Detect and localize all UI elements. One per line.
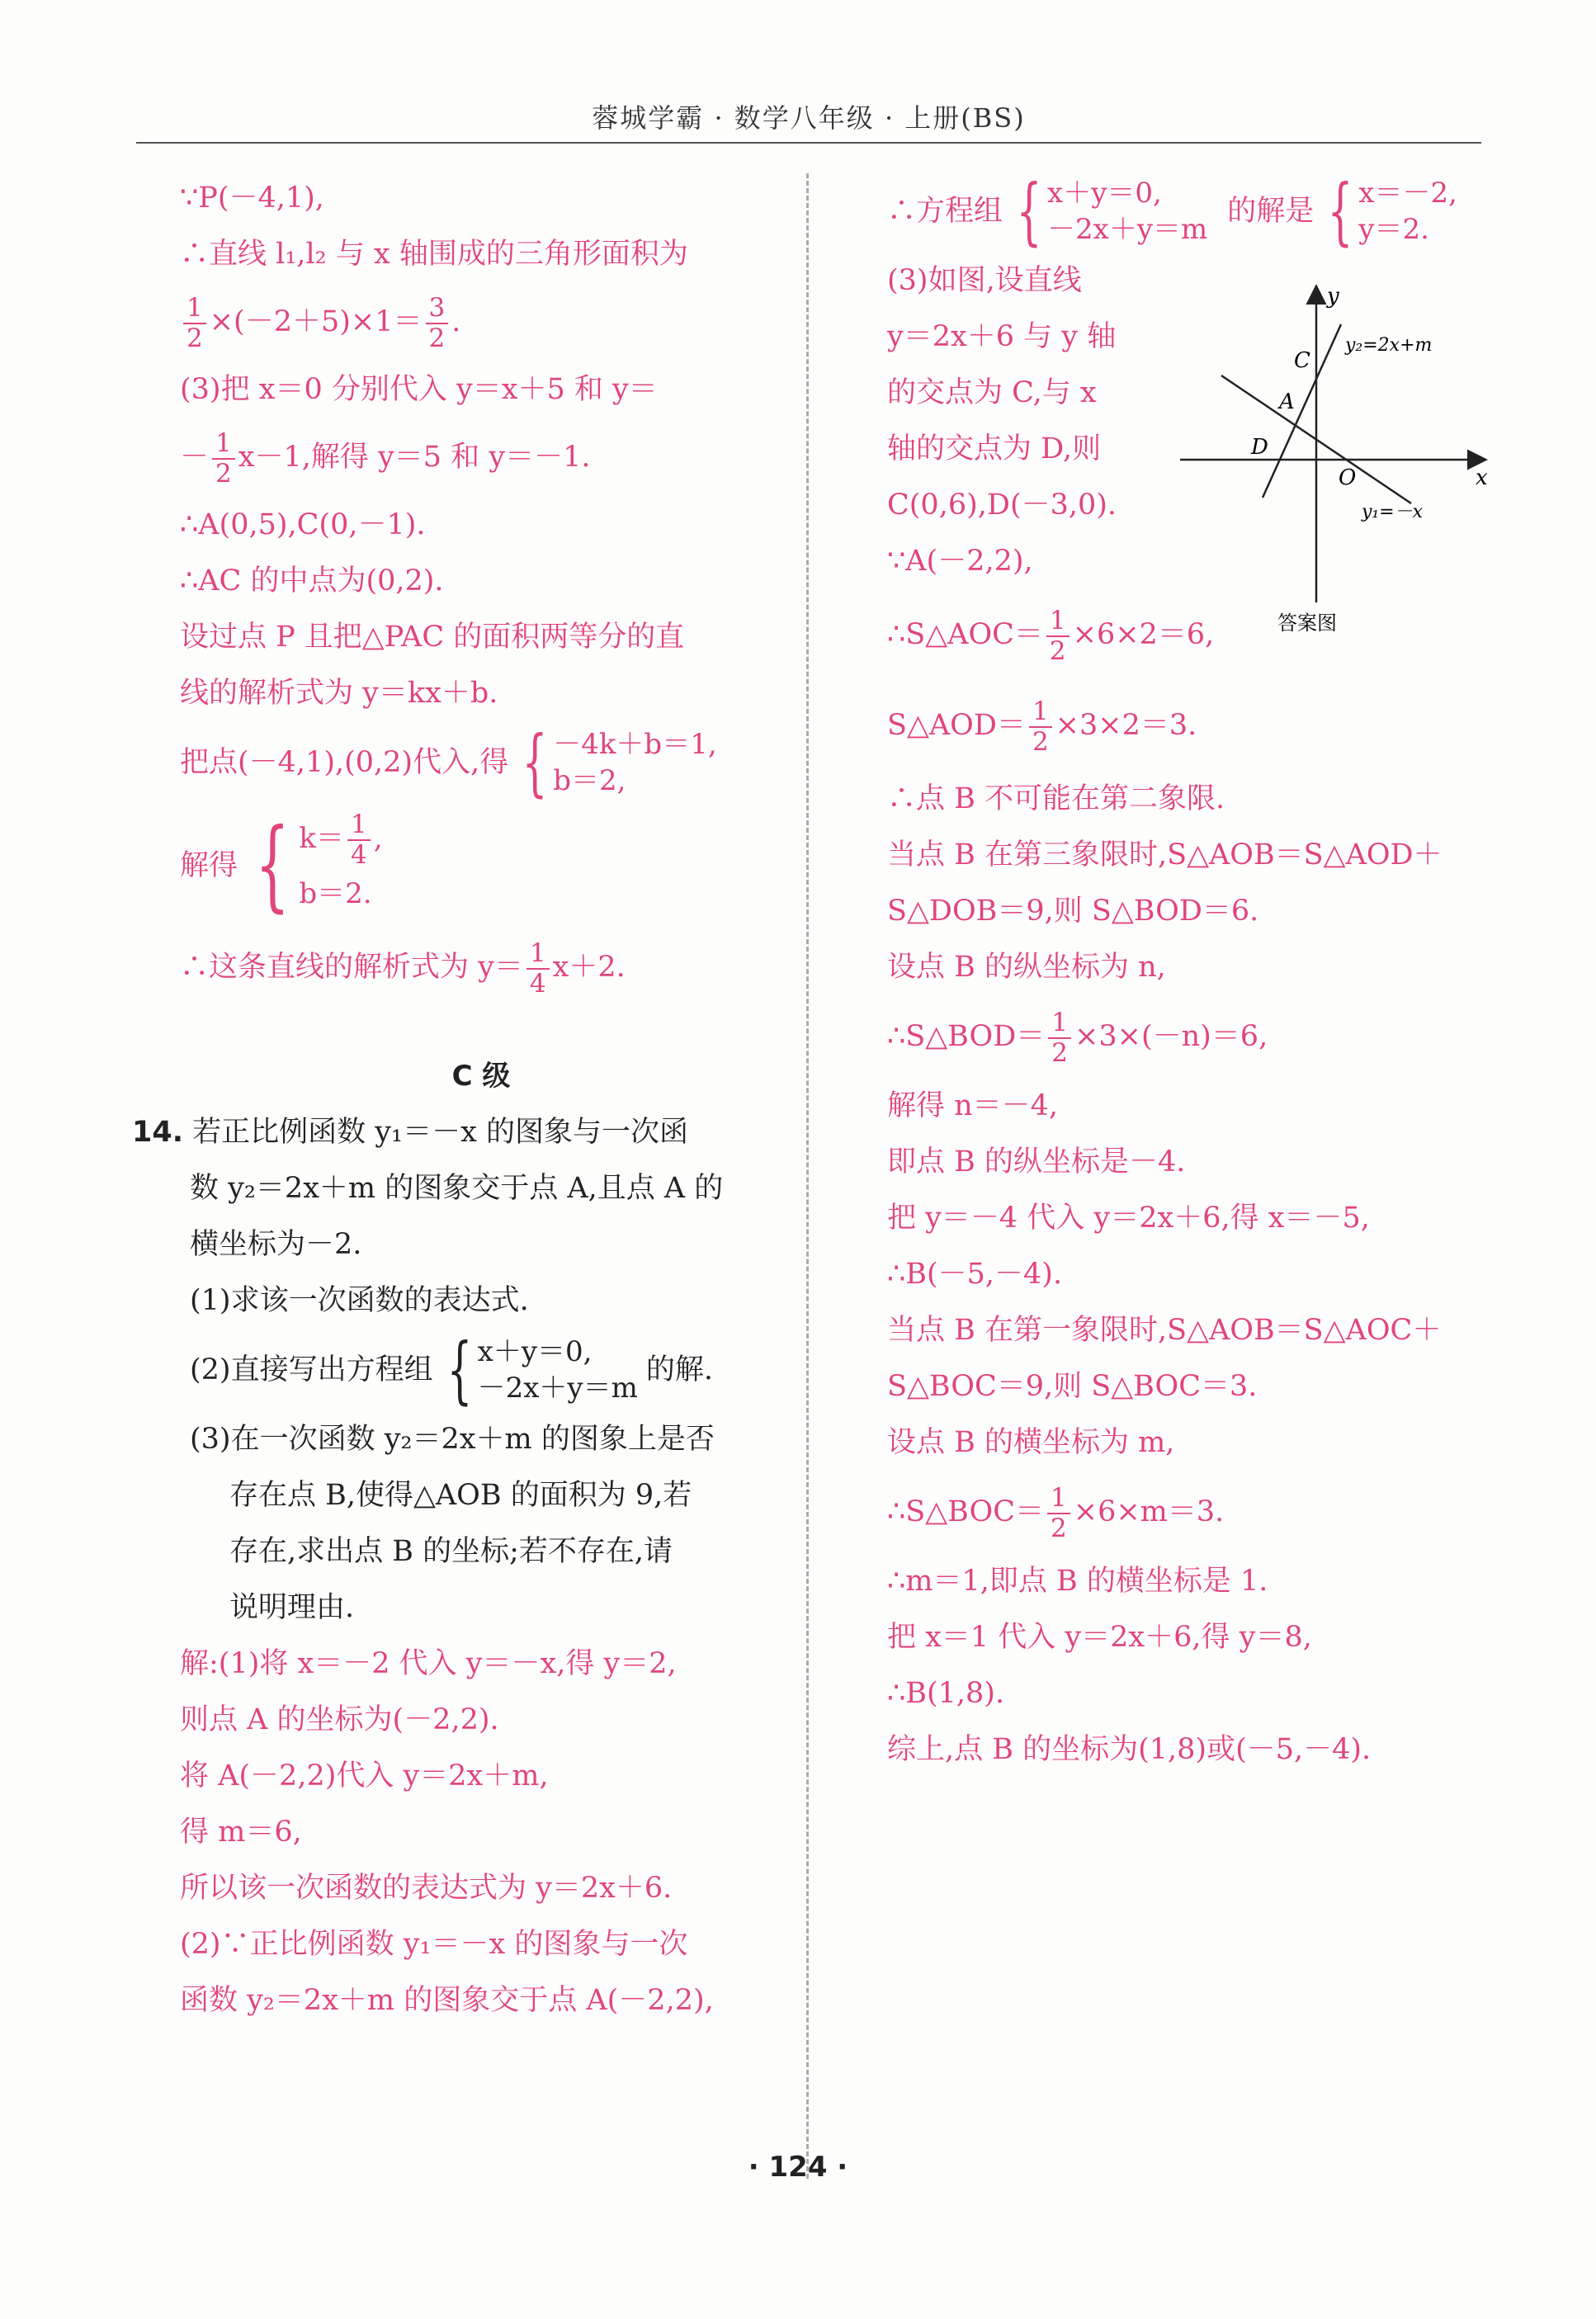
header-title: 蓉城学霸 · 数学八年级 · 上册(BS)	[592, 102, 1026, 134]
figure-caption: 答案图	[1277, 612, 1337, 635]
equation-system: { x＋y＝0, －2x＋y＝m	[446, 1327, 638, 1412]
fraction: $\frac{1}{2}$	[1029, 699, 1052, 755]
fraction: $\frac{1}{2}$	[212, 431, 235, 487]
right-line: 解得 n＝－4,	[887, 1089, 1059, 1122]
question-line: 数 y₂＝2x＋m 的图象交于点 A,且点 A 的	[190, 1172, 724, 1205]
solution-line: 将 A(－2,2)代入 y＝2x＋m,	[180, 1759, 549, 1792]
solution-line: 解:(1)将 x＝－2 代入 y＝－x,得 y＝2,	[180, 1647, 677, 1680]
line-y2-label: y₂=2x+m	[1345, 335, 1433, 356]
question-part: (3)在一次函数 y₂＝2x＋m 的图象上是否	[190, 1423, 715, 1456]
right-line: ∴B(1,8).	[887, 1677, 1005, 1710]
right-line: 综上,点 B 的坐标为(1,8)或(－5,－4).	[887, 1733, 1372, 1766]
point-d-label: D	[1251, 435, 1268, 460]
right-line: S△DOB＝9,则 S△BOD＝6.	[887, 895, 1259, 928]
line-y1-label: y₁=－x	[1362, 502, 1424, 522]
origin-label: O	[1339, 465, 1357, 490]
right-line: ∴S△BOD＝ $\frac{1}{2}$ ×3×(－n)＝6,	[887, 1007, 1268, 1068]
question-line: 横坐标为－2.	[190, 1228, 362, 1261]
right-line: C(0,6),D(－3,0).	[887, 489, 1117, 522]
left-column	[132, 170, 782, 2029]
right-line: 设点 B 的横坐标为 m,	[887, 1426, 1175, 1459]
left-line: ∴这条直线的解析式为 y＝ $\frac{1}{4}$ x＋2.	[180, 938, 626, 999]
solution-line: 函数 y₂＝2x＋m 的图象交于点 A(－2,2),	[180, 1984, 714, 2017]
question-line: 14. 若正比例函数 y₁＝－x 的图象与一次函	[132, 1116, 688, 1149]
equation-system: { －4k＋b＝1, b＝2,	[522, 720, 717, 805]
solution-line: 所以该一次函数的表达式为 y＝2x＋6.	[180, 1872, 673, 1905]
header-rule	[136, 142, 1481, 144]
right-line: y＝2x＋6 与 y 轴	[887, 320, 1117, 353]
right-line: S△BOC＝9,则 S△BOC＝3.	[887, 1370, 1258, 1403]
left-line: $\frac{1}{2}$ ×(－2＋5)×1＝ $\frac{3}{2}$ .	[180, 282, 782, 361]
left-line: 线的解析式为 y＝kx＋b.	[180, 677, 498, 710]
point-c-label: C	[1294, 348, 1310, 373]
point-a-label: A	[1279, 390, 1295, 414]
fraction: $\frac{1}{2}$	[183, 295, 206, 352]
solution-line: 则点 A 的坐标为(－2,2).	[180, 1703, 499, 1736]
right-line: 设点 B 的纵坐标为 n,	[887, 951, 1166, 984]
right-line: S△AOD＝ $\frac{1}{2}$ ×3×2＝3.	[887, 696, 1197, 757]
right-line: (3)如图,设直线	[887, 264, 1082, 297]
column-divider	[806, 173, 809, 2179]
right-line: ∴点 B 不可能在第二象限.	[887, 782, 1225, 815]
fraction: $\frac{1}{4}$	[347, 812, 371, 868]
fraction: $\frac{1}{2}$	[1047, 1485, 1070, 1542]
question-number: 14.	[132, 1116, 184, 1149]
left-line: (3)把 x＝0 分别代入 y＝x＋5 和 y＝	[180, 373, 658, 406]
left-line: ∴AC 的中点为(0,2).	[180, 564, 444, 597]
y-axis-label: y	[1327, 284, 1339, 309]
left-line: ∴直线 l₁,l₂ 与 x 轴围成的三角形面积为	[180, 238, 688, 271]
right-line: 把 x＝1 代入 y＝2x＋6,得 y＝8,	[887, 1621, 1312, 1654]
answer-figure	[1172, 276, 1502, 640]
x-axis-label: x	[1476, 465, 1488, 490]
right-line: 当点 B 在第三象限时,S△AOB＝S△AOD＋	[887, 838, 1443, 871]
left-line: 解得 { k＝ $\frac{1}{4}$ , b＝2.	[180, 808, 383, 923]
page-number: · 124 ·	[748, 2151, 848, 2184]
left-line: 设过点 P 且把△PAC 的面积两等分的直	[180, 621, 685, 654]
question-part: 说明理由.	[229, 1591, 355, 1624]
level-heading: C 级	[451, 1060, 511, 1093]
equation-system: { x＋y＝0, －2x＋y＝m	[1016, 168, 1208, 253]
fraction: $\frac{1}{2}$	[1048, 1010, 1071, 1066]
right-line: ∴m＝1,即点 B 的横坐标是 1.	[887, 1565, 1268, 1598]
right-line: ∴B(－5,－4).	[887, 1258, 1063, 1291]
question-part: 存在,求出点 B 的坐标;若不存在,请	[229, 1535, 673, 1568]
right-line: 轴的交点为 D,则	[887, 432, 1102, 465]
right-line: 的交点为 C,与 x	[887, 376, 1097, 409]
question-part: 存在点 B,使得△AOB 的面积为 9,若	[229, 1479, 692, 1512]
right-line: ∴S△BOC＝ $\frac{1}{2}$ ×6×m＝3.	[887, 1482, 1225, 1543]
right-line: 即点 B 的纵坐标是－4.	[887, 1145, 1186, 1178]
question-part: (2)直接写出方程组 { x＋y＝0, －2x＋y＝m 的解.	[190, 1327, 713, 1412]
left-line: ∵P(－4,1),	[180, 182, 324, 215]
fraction: $\frac{1}{2}$	[1046, 608, 1070, 664]
left-line: － $\frac{1}{2}$ x－1,解得 y＝5 和 y＝－1.	[180, 427, 591, 489]
right-line: 把 y＝－4 代入 y＝2x＋6,得 x＝－5,	[887, 1202, 1370, 1235]
left-line: ∴A(0,5),C(0,－1).	[180, 508, 426, 541]
right-line: ∴S△AOC＝ $\frac{1}{2}$ ×6×2＝6,	[887, 605, 1215, 666]
right-line: 当点 B 在第一象限时,S△AOB＝S△AOC＋	[887, 1314, 1442, 1347]
fraction: $\frac{1}{4}$	[526, 941, 550, 997]
right-line: ∴方程组 { x＋y＝0, －2x＋y＝m 的解是 { x＝－2, y＝2.	[887, 168, 1457, 253]
question-part: (1)求该一次函数的表达式.	[190, 1284, 529, 1317]
equation-system: { k＝ $\frac{1}{4}$ , b＝2.	[255, 808, 383, 923]
solution-line: (2)∵正比例函数 y₁＝－x 的图象与一次	[180, 1928, 688, 1961]
right-line: ∵A(－2,2),	[887, 545, 1033, 578]
solution-line: 得 m＝6,	[180, 1816, 302, 1849]
equation-system: { x＝－2, y＝2.	[1327, 168, 1457, 253]
left-line: 把点(－4,1),(0,2)代入,得 { －4k＋b＝1, b＝2,	[180, 720, 717, 805]
fraction: $\frac{3}{2}$	[426, 295, 449, 352]
